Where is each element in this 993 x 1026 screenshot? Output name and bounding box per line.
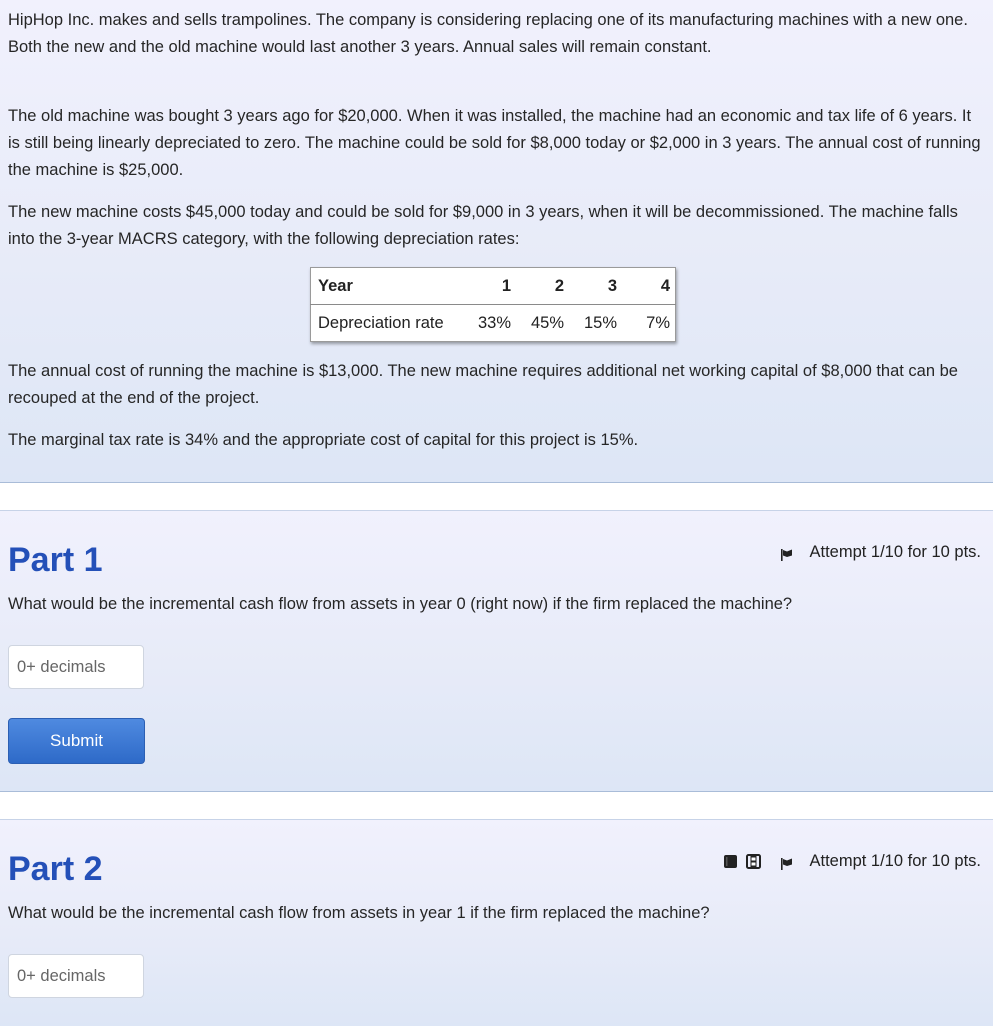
problem-panel	[0, 0, 993, 483]
part2-answer-input[interactable]	[8, 954, 144, 998]
table-header-cell: 3	[569, 268, 622, 305]
table-header-cell: Year	[311, 268, 474, 305]
table-cell: 33%	[478, 313, 512, 332]
table-header-cell: 4	[622, 268, 676, 305]
problem-paragraph: The marginal tax rate is 34% and the appropriate cost of capital for this project is 15%.	[8, 431, 639, 449]
table-header-row	[311, 268, 676, 305]
film-icon[interactable]	[746, 854, 761, 869]
table-row	[311, 305, 676, 342]
part2-panel	[0, 819, 993, 1026]
attempt-counter: Attempt 1/10 for 10 pts.	[809, 852, 981, 870]
macrs-depreciation-table	[310, 267, 676, 342]
table-header-cell: 2	[516, 268, 569, 305]
table-cell: 15%	[584, 313, 618, 332]
problem-paragraph: The new machine costs $45,000 today and could be sold for $9,000 in 3 years, when it will be decommissioned. The machine falls into the 3-year MACRS category, with the following depreciation rates:	[8, 203, 958, 248]
submit-button[interactable]: Submit	[8, 718, 145, 764]
book-icon[interactable]	[723, 854, 738, 869]
table-row-label: Depreciation rate	[318, 313, 444, 332]
part1-panel	[0, 510, 993, 792]
table-cell: 7%	[646, 313, 671, 332]
attempt-counter: Attempt 1/10 for 10 pts.	[809, 543, 981, 561]
part1-question: What would be the incremental cash flow from assets in year 0 (right now) if the firm replaced the machine?	[8, 595, 793, 613]
table-header-cell: 1	[473, 268, 516, 305]
part2-question: What would be the incremental cash flow from assets in year 1 if the firm replaced the machine?	[8, 904, 710, 922]
part2-attempt-area	[723, 852, 981, 871]
table-cell: 45%	[531, 313, 565, 332]
problem-paragraph: HipHop Inc. makes and sells trampolines. The company is considering replacing one of its manufacturing machines with a new one. Both the new and the old machine would last another 3 years. Annual sales will remain constant.	[8, 11, 968, 56]
part1-answer-input[interactable]	[8, 645, 144, 689]
part2-title: Part 2	[8, 850, 103, 888]
flag-icon[interactable]	[781, 856, 793, 868]
part1-title: Part 1	[8, 541, 103, 579]
problem-paragraph: The annual cost of running the machine is $13,000. The new machine requires additional net working capital of $8,000 that can be recouped at the end of the project.	[8, 362, 958, 407]
flag-icon[interactable]	[781, 547, 793, 559]
part1-attempt-area	[781, 543, 981, 562]
problem-paragraph: The old machine was bought 3 years ago for $20,000. When it was installed, the machine had an economic and tax life of 6 years. It is still being linearly depreciated to zero. The machine could be sold for $8,000 today or $2,000 in 3 years. The annual cost of running the machine is $25,000.	[8, 107, 981, 179]
